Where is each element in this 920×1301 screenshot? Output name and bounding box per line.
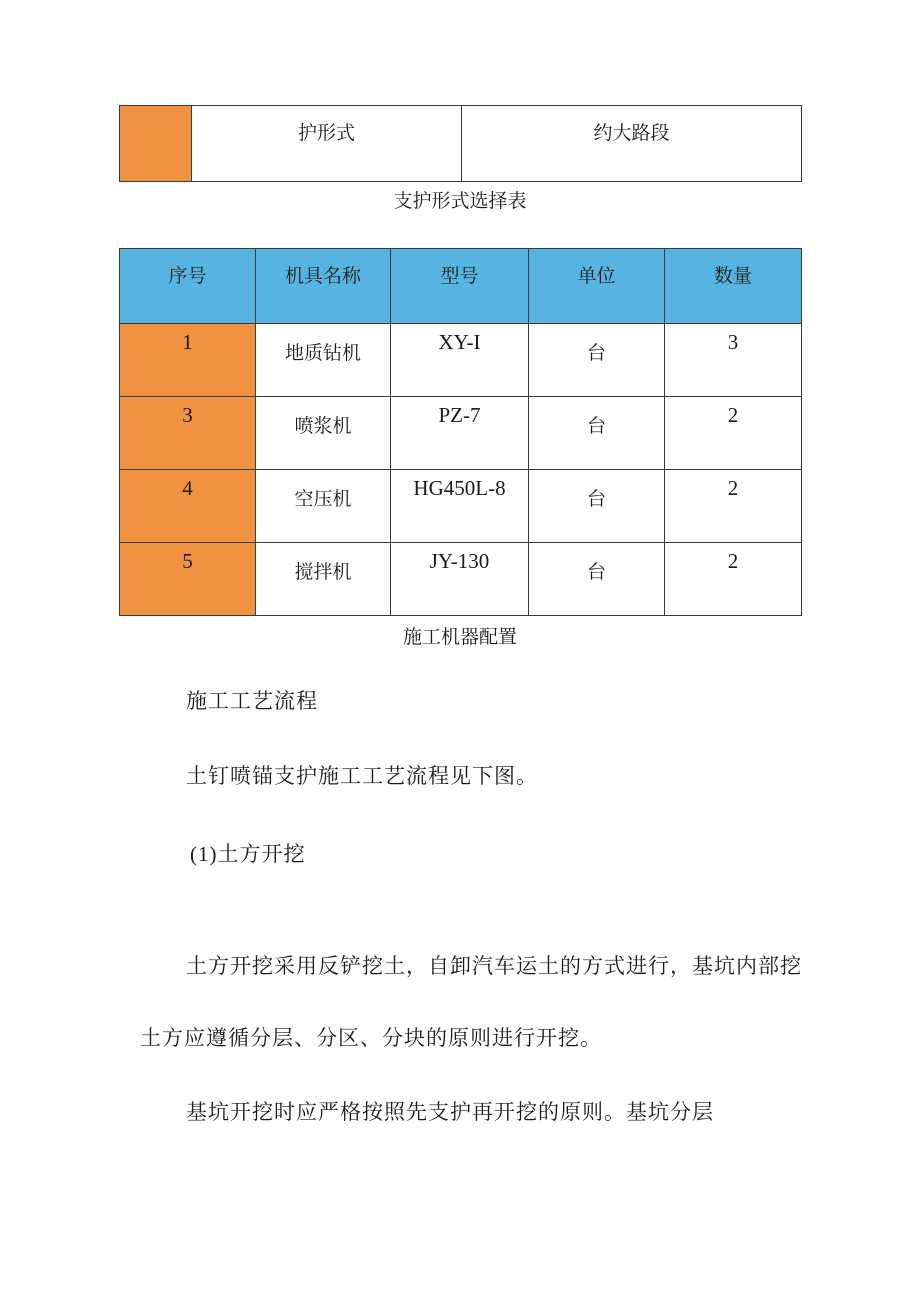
quantity-cell: 2 bbox=[665, 543, 802, 616]
model-cell: PZ-7 bbox=[391, 397, 529, 470]
table-row bbox=[120, 106, 802, 182]
table-cell: 护形式 bbox=[192, 106, 462, 182]
table-row bbox=[120, 324, 802, 397]
paragraph-line: 土方开挖采用反铲挖土，自卸汽车运土的方式进行，基坑内部挖 bbox=[186, 954, 802, 978]
model-cell: XY-I bbox=[391, 324, 529, 397]
paragraph-line: 土方应遵循分层、分区、分块的原则进行开挖。 bbox=[140, 1026, 602, 1050]
unit-cell: 台 bbox=[529, 324, 665, 397]
quantity-cell: 2 bbox=[665, 397, 802, 470]
index-cell: 3 bbox=[120, 397, 256, 470]
table-caption: 施工机器配置 bbox=[402, 626, 517, 648]
sub-heading-text: 土方开挖 bbox=[217, 842, 306, 866]
header-cell: 单位 bbox=[529, 249, 665, 324]
table-row bbox=[120, 470, 802, 543]
sub-heading-number: (1) bbox=[190, 842, 218, 866]
unit-cell: 台 bbox=[529, 470, 665, 543]
table-header-row bbox=[120, 249, 802, 324]
paragraph: 土钉喷锚支护施工工艺流程见下图。 bbox=[186, 764, 538, 788]
model-cell: JY-130 bbox=[391, 543, 529, 616]
unit-cell: 台 bbox=[529, 397, 665, 470]
index-cell: 1 bbox=[120, 324, 256, 397]
section-title: 施工工艺流程 bbox=[186, 689, 318, 713]
quantity-cell: 2 bbox=[665, 470, 802, 543]
name-cell: 搅拌机 bbox=[256, 543, 391, 616]
header-cell: 序号 bbox=[120, 249, 256, 324]
sub-heading bbox=[190, 838, 306, 868]
table-cell: 约大路段 bbox=[462, 106, 802, 182]
header-cell: 型号 bbox=[391, 249, 529, 324]
name-cell: 喷浆机 bbox=[256, 397, 391, 470]
name-cell: 空压机 bbox=[256, 470, 391, 543]
support-type-table bbox=[119, 105, 802, 182]
header-cell: 数量 bbox=[665, 249, 802, 324]
quantity-cell: 3 bbox=[665, 324, 802, 397]
header-cell: 机具名称 bbox=[256, 249, 391, 324]
table-row bbox=[120, 543, 802, 616]
table-cell-orange bbox=[120, 106, 192, 182]
equipment-table bbox=[119, 248, 802, 616]
model-cell: HG450L-8 bbox=[391, 470, 529, 543]
paragraph: 基坑开挖时应严格按照先支护再开挖的原则。基坑分层 bbox=[186, 1100, 714, 1124]
unit-cell: 台 bbox=[529, 543, 665, 616]
table-caption: 支护形式选择表 bbox=[393, 190, 527, 212]
name-cell: 地质钻机 bbox=[256, 324, 391, 397]
index-cell: 4 bbox=[120, 470, 256, 543]
table-row bbox=[120, 397, 802, 470]
index-cell: 5 bbox=[120, 543, 256, 616]
